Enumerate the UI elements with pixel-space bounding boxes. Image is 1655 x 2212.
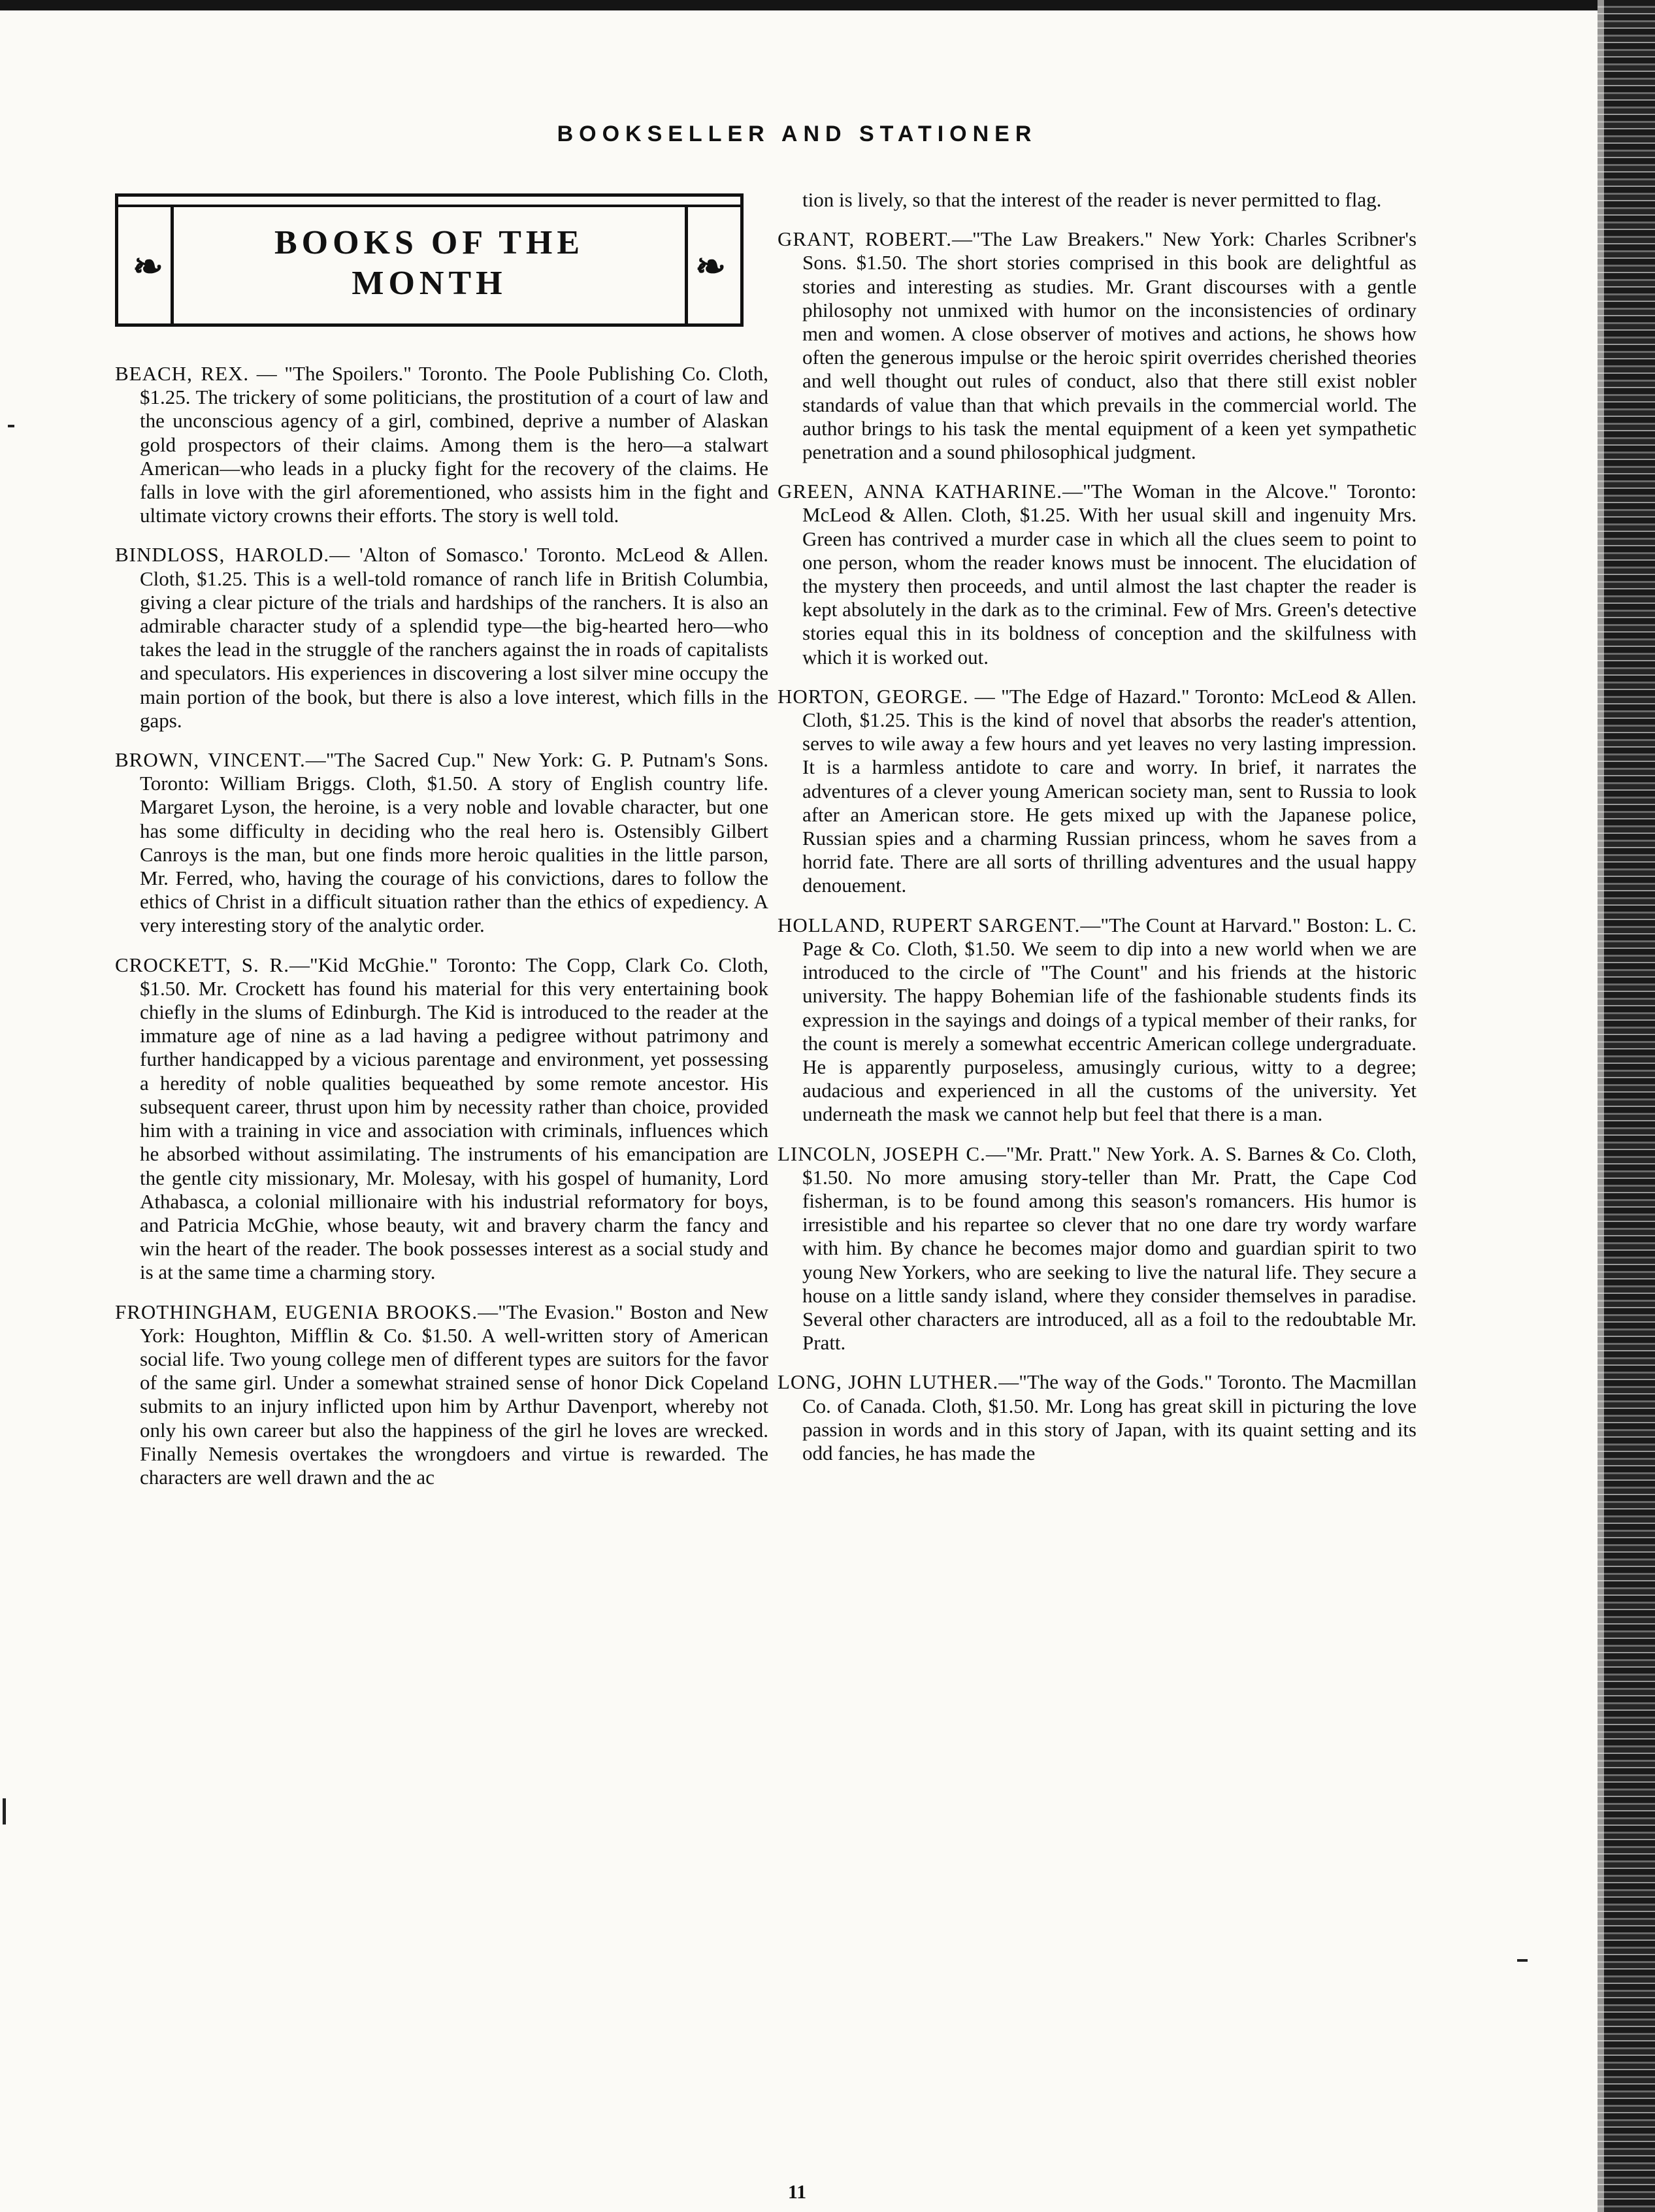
entry-text: —"Mr. Pratt." New York. A. S. Barnes & Co. Cloth, $1.50. No more amusing story-teller than Mr. Pratt, the Cape Cod fisherman, is to be found among this season's romancers. His humor is irresistible and his repartee so clever that no one dare try wordy warfare with him. By chance he becomes major domo and guardian spirit to two young New Yorkers, who are seeking to live the natural life. They secure a house on a little sandy island, where they consider themselves in paradise. Several other characters are introduced, all as a foil to the redoubtable Mr. Pratt. (802, 1142, 1417, 1355)
author-name: BROWN, VINCENT. (115, 748, 306, 772)
top-border-rule (0, 0, 1655, 10)
book-entry (115, 1300, 768, 1490)
book-entry (115, 953, 768, 1285)
page-number: 11 (787, 2181, 807, 2203)
section-title-line-1: BOOKS OF THE (274, 224, 585, 261)
right-fleuron-icon: ❧ (695, 247, 726, 288)
entry-text: —"The Count at Harvard." Boston: L. C. Page & Co. Cloth, $1.50. We seem to dip into a new world when we are introduced to the circle of "The Count" and his friends at the historic university. The happy Bohemian life of the fashionable students finds its expression in the sayings and doings of a typical member of their ranks, for the count is merely a somewhat eccentric American college undergraduate. He is apparently purposeless, amusingly curious, witty to a degree; audacious and experienced in all the customs of the university. Yet underneath the mask we cannot help but feel that there is a man. (802, 913, 1417, 1126)
entry-text: — 'Alton of Somasco.' Toronto. McLeod & Allen. Cloth, $1.25. This is a well-told romance of ranch life in British Columbia, giving a clear picture of the trials and hardships of the ranchers. It is also an admirable character study of a splendid type—the big-hearted hero—who takes the lead in the struggle of the ranchers against the in roads of capitalists and speculators. His experiences in discovering a lost silver mine occupy the main portion of the book, but there is also a love interest, which fills in the gaps. (140, 543, 768, 732)
author-name: CROCKETT, S. R. (115, 953, 289, 976)
section-title-box (115, 193, 744, 327)
entry-text: — "The Edge of Hazard." Toronto: McLeod & Allen. Cloth, $1.25. This is the kind of novel that absorbs the reader's attention, serves to wile away a few hours and yet leaves no very lasting impression. It is a harmless antidote to care and worry. In brief, it narrates the adventures of a clever young American society man, sent to Russia to look after an American store. He gets mixed up with the Japanese police, Russian spies and a charming Russian princess, whom he saves from a horrid fate. There are all sorts of thrilling adventures and the usual happy denouement. (802, 684, 1417, 897)
book-entry (778, 1142, 1417, 1355)
entry-text: —"The Evasion." Boston and New York: Houghton, Mifflin & Co. $1.50. A well-written story of American social life. Two young college men of different types are suitors for the favor of the same girl. Under a somewhat strained sense of honor Dick Copeland submits to an injury inflicted upon him by Arthur Davenport, whereby not only his own career but also the happiness of the girl he loves are wrecked. Finally Nemesis overtakes the wrongdoers and virtue is rewarded. The characters are well drawn and the ac (140, 1300, 768, 1489)
entry-text: —"The Sacred Cup." New York: G. P. Putnam's Sons. Toronto: William Briggs. Cloth, $1.50. A story of English country life. Margaret Lyson, the heroine, is a very noble and lovable character, but one has some difficulty in deciding who the real hero is. Ostensibly Gilbert Canroys is the man, but one finds more heroic qualities in the little parson, Mr. Ferred, who, having the courage of his convictions, dares to follow the ethics of Christ in a difficult situation rather than the ethics of expediency. A very interesting story of the analytic order. (140, 748, 769, 937)
entry-text: —"The Law Breakers." New York: Charles Scribner's Sons. $1.50. The short stories comprised in this book are delightful as stories and interesting as studies. Mr. Grant discourses with a gentle philosophy not unmixed with humor on the inconsistencies of ordinary men and women. A close observer of motives and actions, he shows how often the generous impulse or the heroic spirit overrides cherished theories and well thought out rules of conduct, also that there still exist nobler standards of value than that which prevails in the commercial world. The author brings to his task the mental equipment of a keen yet sympathetic penetration and a sound philosophical judgment. (802, 227, 1417, 464)
author-name: LINCOLN, JOSEPH C. (778, 1142, 986, 1165)
entry-text: — "The Spoilers." Toronto. The Poole Publishing Co. Cloth, $1.25. The trickery of some politicians, the prostitution of a court of law and the unconscious agency of a girl, combined, deprive a number of Alaskan gold prospectors of their claims. Among them is the hero—a stalwart American—who leads in a plucky fight for the recovery of the claims. He falls in love with the girl aforementioned, who assists him in the fight and ultimate victory crowns their efforts. The story is well told. (140, 362, 768, 527)
book-entry (778, 1370, 1417, 1465)
entry-text: —"The way of the Gods." Toronto. The Macmillan Co. of Canada. Cloth, $1.50. Mr. Long has great skill in picturing the love passion in words and in this story of Japan, with its quaint setting and its odd fancies, he has made the (802, 1370, 1417, 1464)
scan-speck (8, 425, 14, 427)
left-column (115, 362, 768, 1489)
author-name: HORTON, GEORGE. (778, 684, 969, 708)
title-box-right-divider (685, 205, 688, 323)
author-name: HOLLAND, RUPERT SARGENT. (778, 913, 1081, 936)
book-entry (115, 362, 768, 527)
scan-speck (1517, 1959, 1528, 1962)
scan-edge-shadow (1598, 0, 1655, 2212)
author-name: GREEN, ANNA KATHARINE. (778, 480, 1062, 503)
title-box-left-divider (171, 205, 174, 323)
entry-text: —"Kid McGhie." Toronto: The Copp, Clark Co. Cloth, $1.50. Mr. Crockett has found his material for this very entertaining book chiefly in the slums of Edinburgh. The Kid is introduced to the reader at the immature age of nine as a lad having a pedigree without patrimony and further handicapped by a vicious parentage and environment, yet possessing a heredity of noble qualities bequeathed by some remote ancestor. His subsequent career, thrust upon him by necessity rather than choice, provided him with a training in vice and association with criminals, influences which he absorbed without assimilating. The instruments of his emancipation are the gentle city missionary, Mr. Molesay, with his gospel of humanity, Lord Athabasca, a colonial millionaire with his industrial reformatory for boys, and Patricia McGhie, whose beauty, wit and bravery charm the fancy and win the heart of the reader. The book possesses interest as a social study and is at the same time a charming story. (140, 953, 768, 1284)
author-name: LONG, JOHN LUTHER. (778, 1370, 999, 1394)
continued-text: tion is lively, so that the interest of the reader is never permitted to flag. (802, 188, 1382, 211)
book-entry (778, 914, 1417, 1127)
entry-text: —"The Woman in the Alcove." Toronto: McLeod & Allen. Cloth, $1.25. With her usual skill and ingenuity Mrs. Green has contrived a murder case in which all the clues seem to point to one person, whom the reader knows must be innocent. The elucidation of the mystery then proceeds, and until almost the last chapter the reader is kept absolutely in the dark as to the criminal. Few of Mrs. Green's detective stories equal this in its boldness of conception and the skilfulness with which it is worked out. (802, 480, 1417, 669)
author-name: FROTHINGHAM, EUGENIA BROOKS. (115, 1300, 478, 1323)
book-entry (778, 685, 1417, 898)
author-name: BEACH, REX. (115, 362, 250, 385)
book-entry (778, 227, 1417, 464)
right-column (778, 188, 1417, 1465)
running-header: BOOKSELLER AND STATIONER (557, 122, 1038, 146)
section-title (177, 223, 681, 304)
section-title-line-2: MONTH (352, 265, 507, 302)
title-box-inner-rule (118, 205, 740, 207)
author-name: BINDLOSS, HAROLD. (115, 543, 330, 567)
book-entry (115, 748, 768, 938)
book-entry (115, 543, 768, 733)
author-name: GRANT, ROBERT. (778, 227, 953, 251)
left-fleuron-icon: ❧ (133, 247, 163, 288)
book-entry (778, 480, 1417, 669)
scan-speck (3, 1798, 6, 1824)
